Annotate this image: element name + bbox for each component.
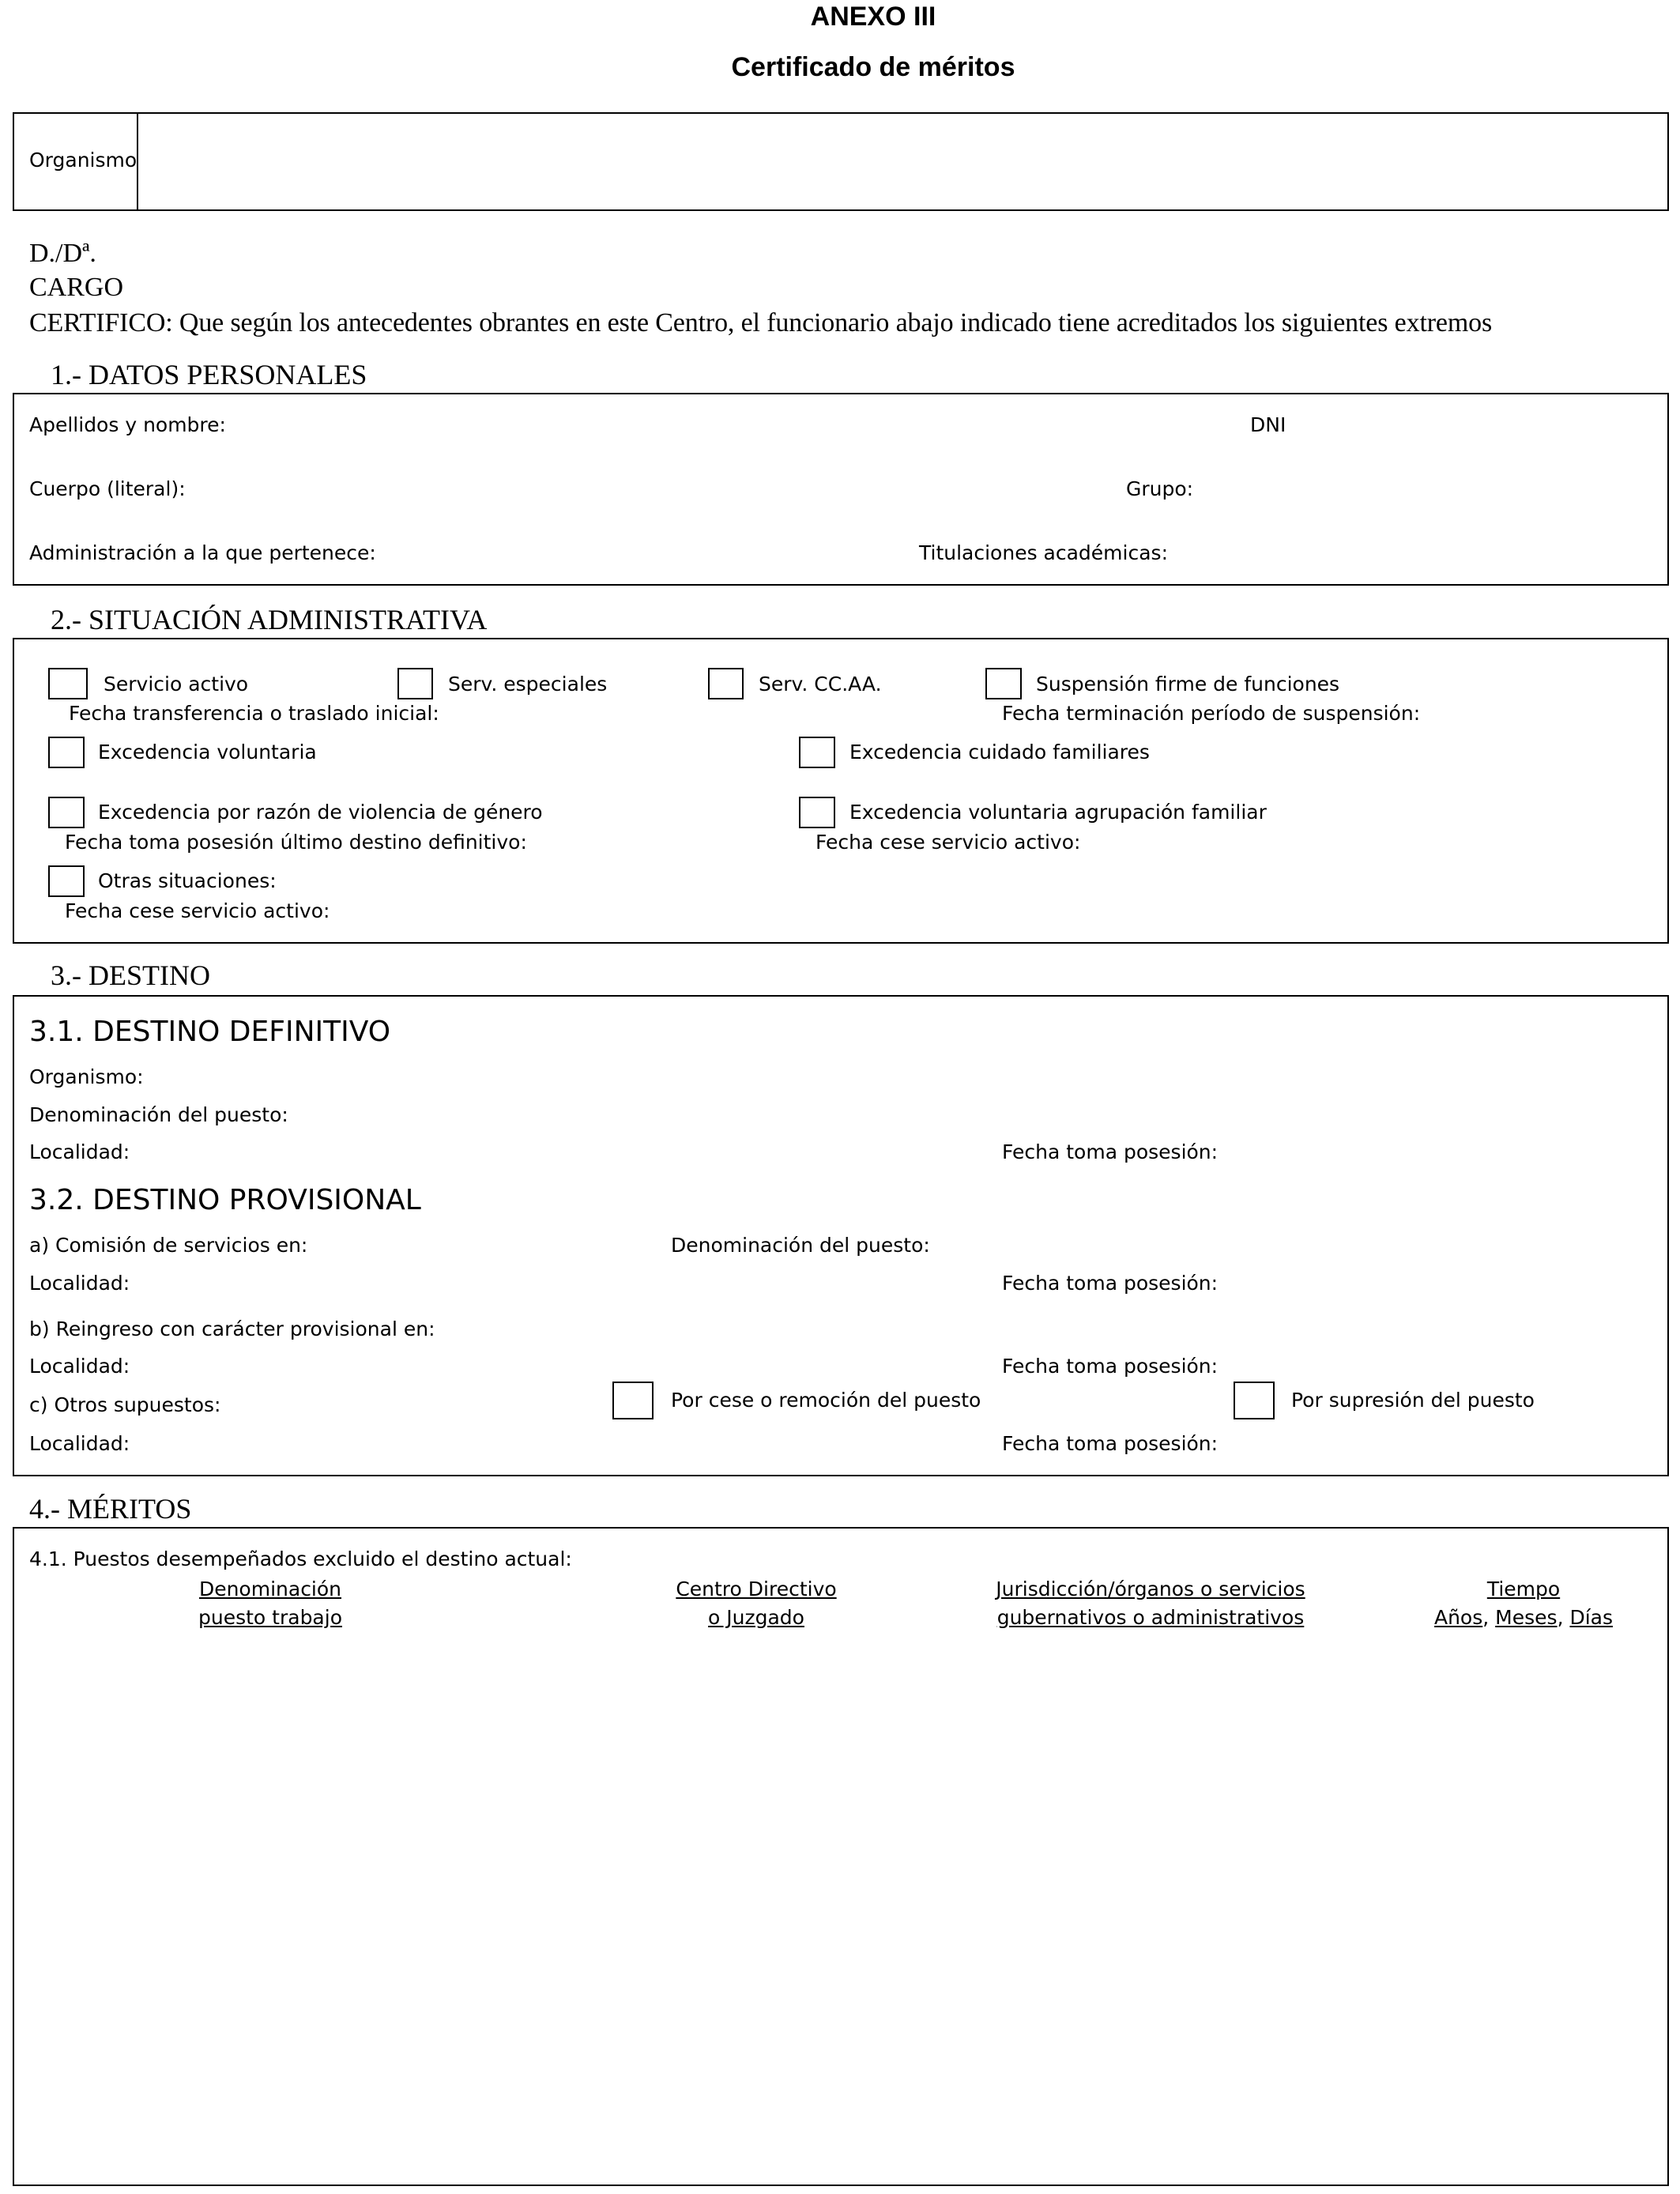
organismo-label: Organismo	[29, 149, 137, 172]
col-jurisdiccion-line2: gubernativos o administrativos	[996, 1606, 1305, 1629]
organismo-box	[13, 112, 1669, 211]
fecha-terminacion-label: Fecha terminación período de suspensión:	[1002, 702, 1421, 725]
certifico-line: CERTIFICO: Que según los antecedentes obrantes en este Centro, el funcionario abajo indicado tiene acreditados los siguientes extremos	[29, 308, 1493, 337]
c-supresion-checkbox[interactable]	[1234, 1382, 1275, 1419]
exc-violencia-checkbox[interactable]	[48, 797, 85, 828]
section-2-box	[13, 638, 1669, 944]
c-cese-label: Por cese o remoción del puesto	[671, 1389, 981, 1412]
def-organismo-label: Organismo:	[29, 1065, 144, 1088]
otras-label: Otras situaciones:	[98, 869, 277, 892]
fecha-transferencia-label: Fecha transferencia o traslado inicial:	[69, 702, 439, 725]
section-4-heading: 4.- MÉRITOS	[29, 1493, 192, 1525]
dni-label: DNI	[1250, 413, 1286, 436]
col-tiempo-line1: Tiempo	[1486, 1578, 1561, 1600]
a-localidad-label: Localidad:	[29, 1272, 130, 1295]
section-1-box	[13, 393, 1669, 586]
exc-agrupacion-checkbox[interactable]	[799, 797, 835, 828]
col-jurisdiccion-line1: Jurisdicción/órganos o servicios	[996, 1578, 1305, 1600]
col-tiempo-sep-1: ,	[1482, 1606, 1496, 1629]
fecha-cese-1-label: Fecha cese servicio activo:	[816, 831, 1081, 854]
col-centro-line1: Centro Directivo	[676, 1578, 837, 1600]
def-denominacion-label: Denominación del puesto:	[29, 1103, 288, 1126]
apellidos-label: Apellidos y nombre:	[29, 413, 226, 436]
serv-especiales-label: Serv. especiales	[448, 673, 608, 696]
section-1-heading: 1.- DATOS PERSONALES	[51, 359, 367, 390]
c-fecha-label: Fecha toma posesión:	[1002, 1432, 1219, 1455]
c-otros-label: c) Otros supuestos:	[29, 1393, 221, 1416]
col-tiempo-anos: Años	[1433, 1606, 1483, 1629]
servicio-activo-checkbox[interactable]	[48, 668, 88, 699]
organismo-divider	[137, 114, 138, 209]
b-reingreso-label: b) Reingreso con carácter provisional en:	[29, 1318, 435, 1340]
def-localidad-label: Localidad:	[29, 1140, 130, 1163]
section-3-heading: 3.- DESTINO	[51, 959, 210, 991]
serv-especiales-checkbox[interactable]	[397, 668, 433, 699]
suspension-checkbox[interactable]	[985, 668, 1022, 699]
col-denominacion-line1: Denominación	[198, 1578, 342, 1600]
exc-agrupacion-label: Excedencia voluntaria agrupación familiar	[849, 801, 1267, 824]
exc-cuidado-checkbox[interactable]	[799, 737, 835, 768]
fecha-cese-2-label: Fecha cese servicio activo:	[65, 899, 330, 922]
serv-ccaa-checkbox[interactable]	[708, 668, 744, 699]
col-tiempo-sep-2: ,	[1557, 1606, 1570, 1629]
annex-title: ANEXO III	[810, 2, 936, 32]
a-fecha-label: Fecha toma posesión:	[1002, 1272, 1219, 1295]
destino-provisional-title: 3.2. DESTINO PROVISIONAL	[29, 1184, 421, 1216]
a-comision-label: a) Comisión de servicios en:	[29, 1234, 308, 1257]
col-tiempo-dias: Días	[1569, 1606, 1614, 1629]
otras-checkbox[interactable]	[48, 865, 85, 897]
col-denominacion-line2: puesto trabajo	[198, 1606, 342, 1629]
col-tiempo-meses: Meses	[1495, 1606, 1558, 1629]
exc-voluntaria-label: Excedencia voluntaria	[98, 741, 317, 763]
col-centro-line2: o Juzgado	[708, 1606, 804, 1629]
serv-ccaa-label: Serv. CC.AA.	[759, 673, 882, 696]
cargo-line: CARGO	[29, 273, 124, 302]
c-cese-checkbox[interactable]	[612, 1382, 654, 1419]
exc-voluntaria-checkbox[interactable]	[48, 737, 85, 768]
cuerpo-label: Cuerpo (literal):	[29, 477, 186, 500]
administracion-label: Administración a la que pertenece:	[29, 541, 376, 564]
document-title: Certificado de méritos	[731, 52, 1015, 82]
c-localidad-label: Localidad:	[29, 1432, 130, 1455]
puestos-label: 4.1. Puestos desempeñados excluido el destino actual:	[29, 1547, 572, 1570]
section-2-heading: 2.- SITUACIÓN ADMINISTRATIVA	[51, 604, 488, 635]
c-supresion-label: Por supresión del puesto	[1291, 1389, 1535, 1412]
exc-violencia-label: Excedencia por razón de violencia de género	[98, 801, 543, 824]
servicio-activo-label: Servicio activo	[104, 673, 249, 696]
destino-definitivo-title: 3.1. DESTINO DEFINITIVO	[29, 1016, 391, 1048]
section-3-box	[13, 995, 1669, 1476]
titulaciones-label: Titulaciones académicas:	[919, 541, 1168, 564]
a-denominacion-label: Denominación del puesto:	[671, 1234, 930, 1257]
suspension-label: Suspensión firme de funciones	[1036, 673, 1340, 696]
dd-line: D./Dª.	[29, 239, 96, 268]
section-4-box	[13, 1527, 1669, 2186]
b-fecha-label: Fecha toma posesión:	[1002, 1355, 1219, 1378]
fecha-toma-ultimo-label: Fecha toma posesión último destino definitivo:	[65, 831, 527, 854]
grupo-label: Grupo:	[1126, 477, 1194, 500]
b-localidad-label: Localidad:	[29, 1355, 130, 1378]
exc-cuidado-label: Excedencia cuidado familiares	[849, 741, 1150, 763]
col-tiempo-line2	[1418, 1606, 1629, 1629]
def-fecha-label: Fecha toma posesión:	[1002, 1140, 1219, 1163]
